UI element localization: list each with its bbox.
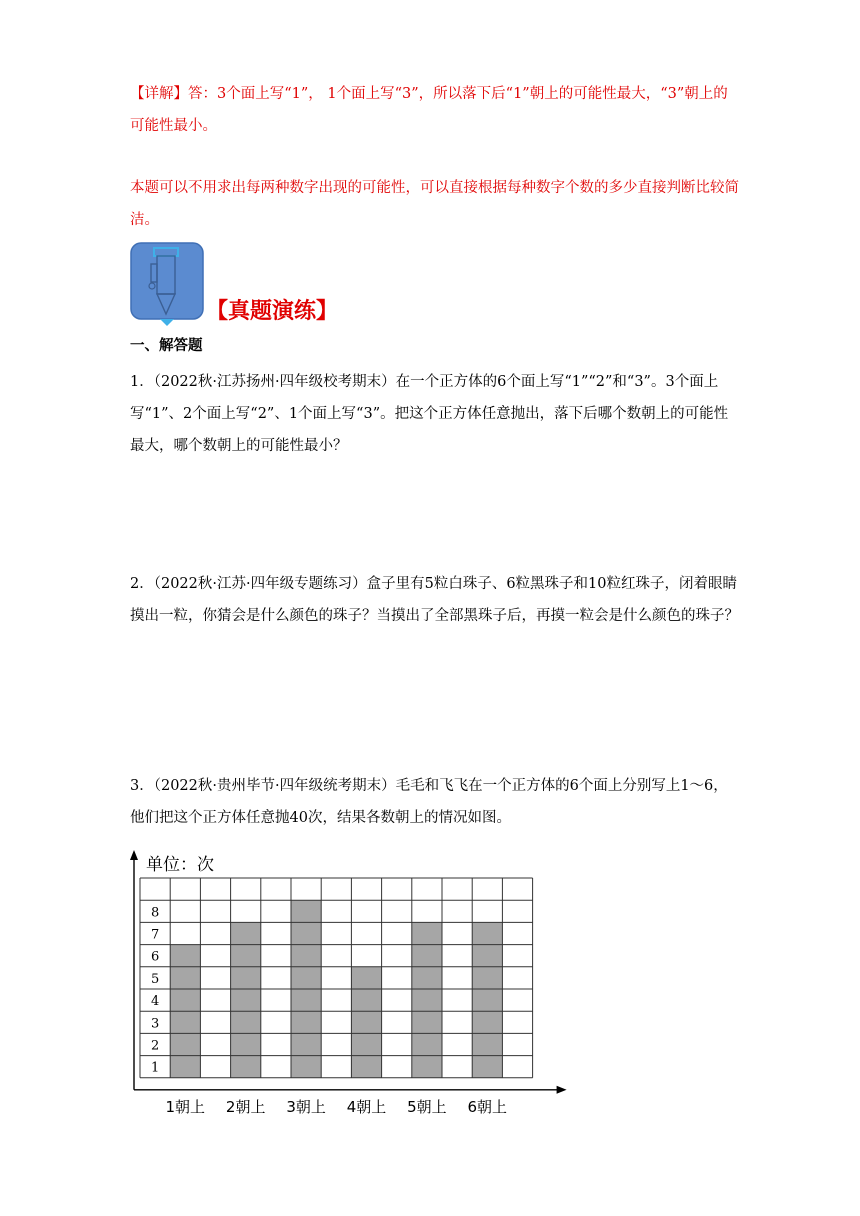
y-axis-arrow <box>130 850 138 860</box>
bar-4 <box>351 967 381 1078</box>
y-tick-label: 8 <box>150 905 160 921</box>
question-2: 2．（2022秋·江苏·四年级专题练习）盒子里有5粒白珠子、6粒黑珠子和10粒红珠子，闭着眼睛摸出一粒，你猜会是什么颜色的珠子？当摸出了全部黑珠子后，再摸一粒会是什么颜色的珠子？ <box>130 576 739 624</box>
bar-5 <box>412 922 442 1077</box>
y-tick-label: 3 <box>150 1016 160 1032</box>
x-tick-label: 5朝上 <box>407 1097 447 1116</box>
bar-6 <box>472 922 502 1077</box>
pen-badge-icon <box>130 242 204 326</box>
x-tick-label: 4朝上 <box>346 1097 387 1116</box>
section-title: 【真题演练】 <box>206 299 339 324</box>
y-tick-label: 5 <box>150 971 160 987</box>
x-tick-label: 1朝上 <box>165 1097 206 1116</box>
y-tick-label: 6 <box>150 949 160 965</box>
y-tick-label: 1 <box>150 1060 160 1076</box>
detail-text: 答：3个面上写“1”， 1个面上写“3”，所以落下后“1”朝上的可能性最大，“3”朝上的可能性最小。 <box>130 86 728 134</box>
x-tick-label: 3朝上 <box>286 1097 326 1116</box>
sub-heading: 一、解答题 <box>130 338 203 354</box>
note-paragraph: 本题可以不用求出每两种数字出现的可能性，可以直接根据每种数字个数的多少直接判断比较简洁。 <box>130 180 739 228</box>
x-tick-label: 2朝上 <box>225 1097 266 1116</box>
y-tick-label: 7 <box>150 927 160 943</box>
dice-result-chart <box>118 848 578 1116</box>
y-tick-label: 2 <box>150 1038 160 1054</box>
question-1: 1．（2022秋·江苏扬州·四年级校考期末）在一个正方体的6个面上写“1”“2”和“3”。3个面上写“1”、2个面上写“2”、1个面上写“3”。把这个正方体任意抛出，落下后哪个数朝上的可能性最大，哪个数朝上的可能性最小？ <box>130 374 729 454</box>
x-tick-label: 6朝上 <box>467 1097 508 1116</box>
question-3: 3．（2022秋·贵州毕节·四年级统考期末）毛毛和飞飞在一个正方体的6个面上分别写上1～6，他们把这个正方体任意抛40次，结果各数朝上的情况如图。 <box>130 778 728 826</box>
detail-paragraph <box>130 78 740 142</box>
unit-label: 单位：次 <box>146 855 214 875</box>
bar-2 <box>231 922 261 1077</box>
detail-label: 【详解】 <box>130 86 188 102</box>
y-tick-label: 4 <box>150 994 160 1010</box>
x-axis-arrow <box>557 1086 567 1094</box>
